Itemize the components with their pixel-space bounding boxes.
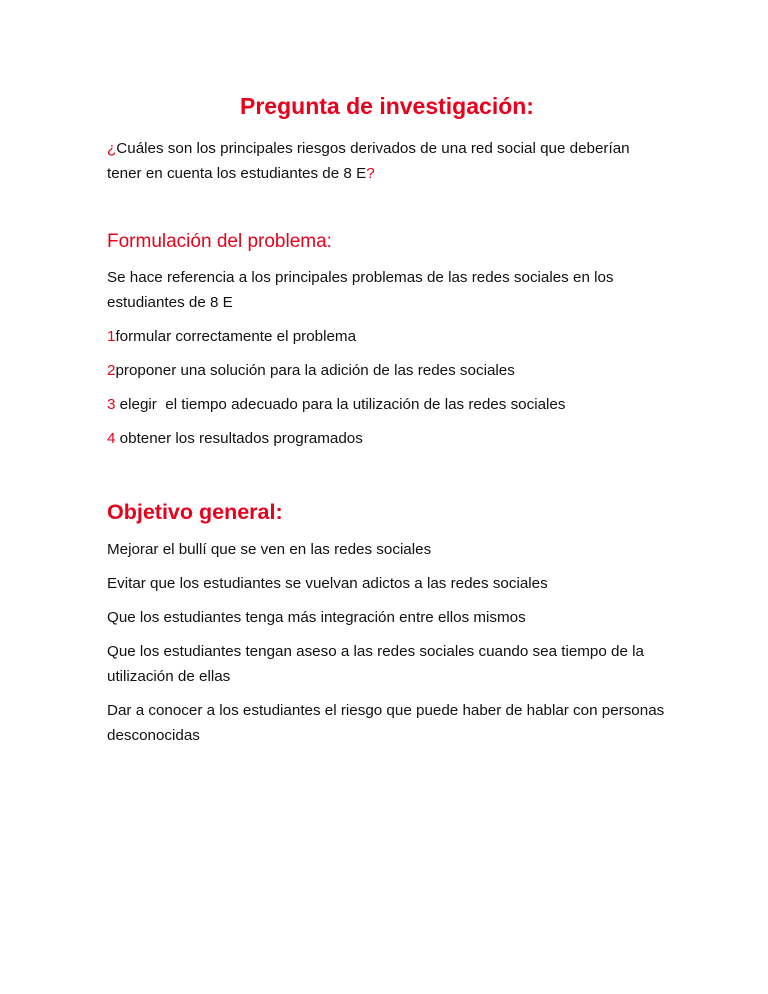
formulation-item [107, 358, 667, 383]
objective-line: Que los estudiantes tenga más integración entre ellos mismos [107, 609, 526, 626]
objective-heading: Objetivo general: [107, 500, 283, 524]
item-number: 3 [107, 396, 116, 413]
item-number: 2 [107, 362, 116, 379]
formulation-item [107, 426, 667, 451]
objective-line: Mejorar el bullí que se ven en las redes sociales [107, 541, 432, 558]
formulation-item [107, 392, 667, 417]
question-text: Cuáles son los principales riesgos derivados de una red social que deberían tener en cuenta los estudiantes de 8 E [107, 140, 630, 182]
formulation-item [107, 324, 667, 349]
question-open-mark: ¿ [107, 140, 117, 157]
item-text: formular correctamente el problema [115, 328, 357, 345]
question-close-mark: ? [366, 165, 375, 182]
objective-line: Que los estudiantes tengan aseso a las redes sociales cuando sea tiempo de la utilización de ellas [107, 643, 644, 685]
item-number: 4 [107, 430, 116, 447]
page-title: Pregunta de investigación: [240, 93, 534, 119]
item-text: obtener los resultados programados [115, 430, 363, 447]
document-body [107, 88, 667, 748]
objective-line: Dar a conocer a los estudiantes el riesgo que puede haber de hablar con personas desconocidas [107, 702, 665, 744]
objective-line: Evitar que los estudiantes se vuelvan adictos a las redes sociales [107, 575, 548, 592]
item-text: elegir el tiempo adecuado para la utilización de las redes sociales [115, 396, 566, 413]
formulation-heading: Formulación del problema: [107, 231, 332, 252]
item-text: proponer una solución para la adición de las redes sociales [115, 362, 515, 379]
formulation-intro: Se hace referencia a los principales problemas de las redes sociales en los estudiantes de 8 E [107, 269, 614, 311]
item-number: 1 [107, 328, 116, 345]
research-question [107, 136, 667, 186]
